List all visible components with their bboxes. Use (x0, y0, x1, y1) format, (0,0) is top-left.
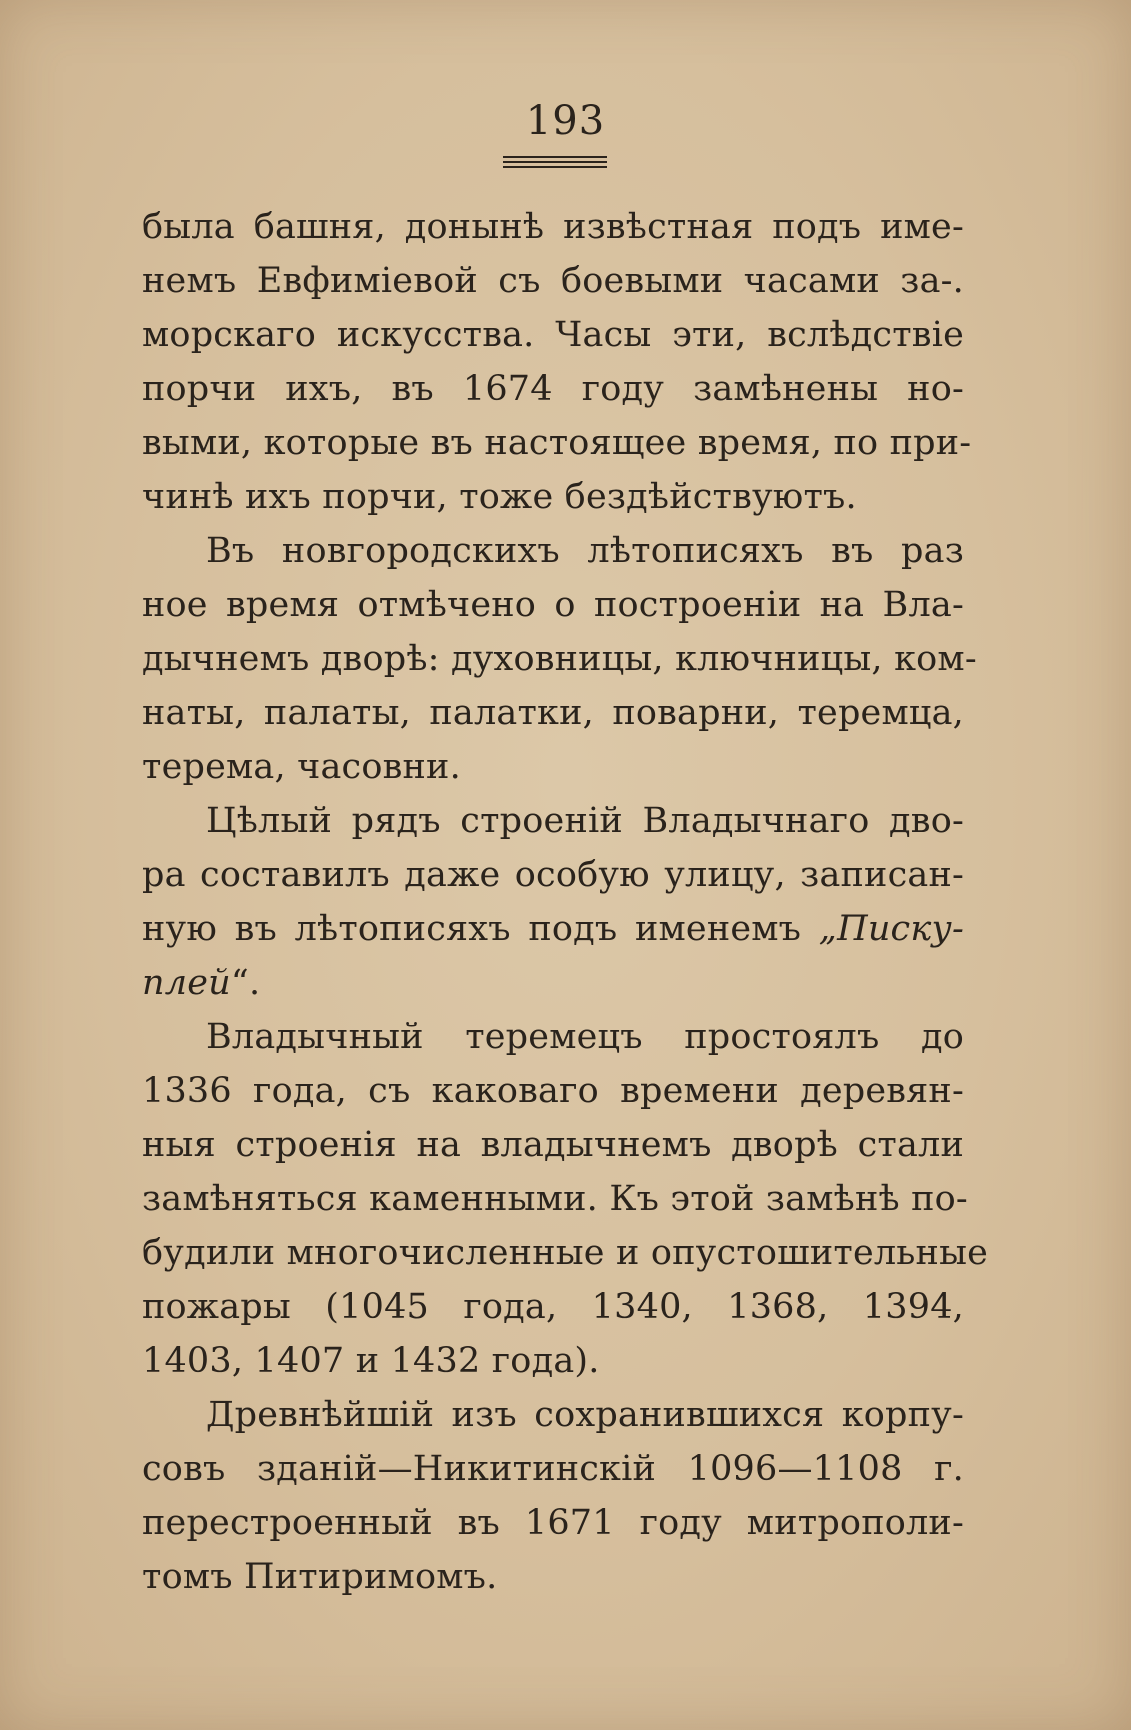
text-line: замѣняться каменными. Къ этой замѣнѣ по- (142, 1179, 968, 1219)
paragraph-5 (142, 1388, 964, 1604)
text-line: порчи ихъ, въ 1674 году замѣнены но- (142, 369, 964, 409)
text-line: морскаго искусства. Часы эти, вслѣдствіе (142, 315, 964, 355)
body-text (142, 200, 989, 1604)
text-segment: “. (230, 963, 261, 1003)
text-line: дычнемъ дворѣ: духовницы, ключницы, ком- (142, 639, 977, 679)
text-line: Цѣлый рядъ строеній Владычнаго дво- (206, 801, 964, 841)
text-line: 1336 года, съ каковаго времени деревян- (142, 1071, 964, 1111)
text-line (142, 902, 964, 956)
text-line: 1403, 1407 и 1432 года). (142, 1341, 600, 1381)
header-rule-line (503, 166, 607, 168)
header-rule-line (503, 156, 607, 158)
paragraph-1 (142, 200, 972, 524)
text-line: ныя строенія на владычнемъ дворѣ стали (142, 1125, 964, 1165)
text-line: терема, часовни. (142, 747, 461, 787)
text-line: Древнѣйшій изъ сохранившихся корпу- (206, 1395, 964, 1435)
page-number: 193 (525, 98, 606, 144)
text-line: наты, палаты, палатки, поварни, теремца, (142, 693, 964, 733)
text-line (142, 956, 964, 1010)
text-line: перестроенный въ 1671 году митрополи- (142, 1503, 964, 1543)
italic-term: „Писку- (818, 909, 964, 949)
paragraph-4 (142, 1010, 989, 1388)
text-line: выми, которые въ настоящее время, по при- (142, 423, 972, 463)
text-segment: ную въ лѣтописяхъ подъ именемъ (142, 909, 819, 949)
text-line: ное время отмѣчено о построеніи на Вла- (142, 585, 964, 625)
paragraph-2 (142, 524, 977, 794)
text-line: Владычный теремецъ простоялъ до (206, 1017, 964, 1057)
text-line: чинѣ ихъ порчи, тоже бездѣйствуютъ. (142, 477, 857, 517)
italic-term: плей (142, 963, 231, 1003)
text-line: будили многочисленные и опустошительные (142, 1233, 989, 1273)
paragraph-3 (142, 794, 964, 1010)
text-line: ра составилъ даже особую улицу, записан- (142, 855, 964, 895)
text-line: немъ Евфиміевой съ боевыми часами за-. (142, 261, 964, 301)
text-line: томъ Питиримомъ. (142, 1557, 498, 1597)
text-line: совъ зданій—Никитинскій 1096—1108 г. (142, 1449, 964, 1489)
text-line: Въ новгородскихъ лѣтописяхъ въ раз (206, 531, 964, 571)
header-rule-line (503, 161, 607, 163)
text-line: была башня, донынѣ извѣстная подъ име- (142, 207, 964, 247)
text-line: пожары (1045 года, 1340, 1368, 1394, (142, 1287, 964, 1327)
